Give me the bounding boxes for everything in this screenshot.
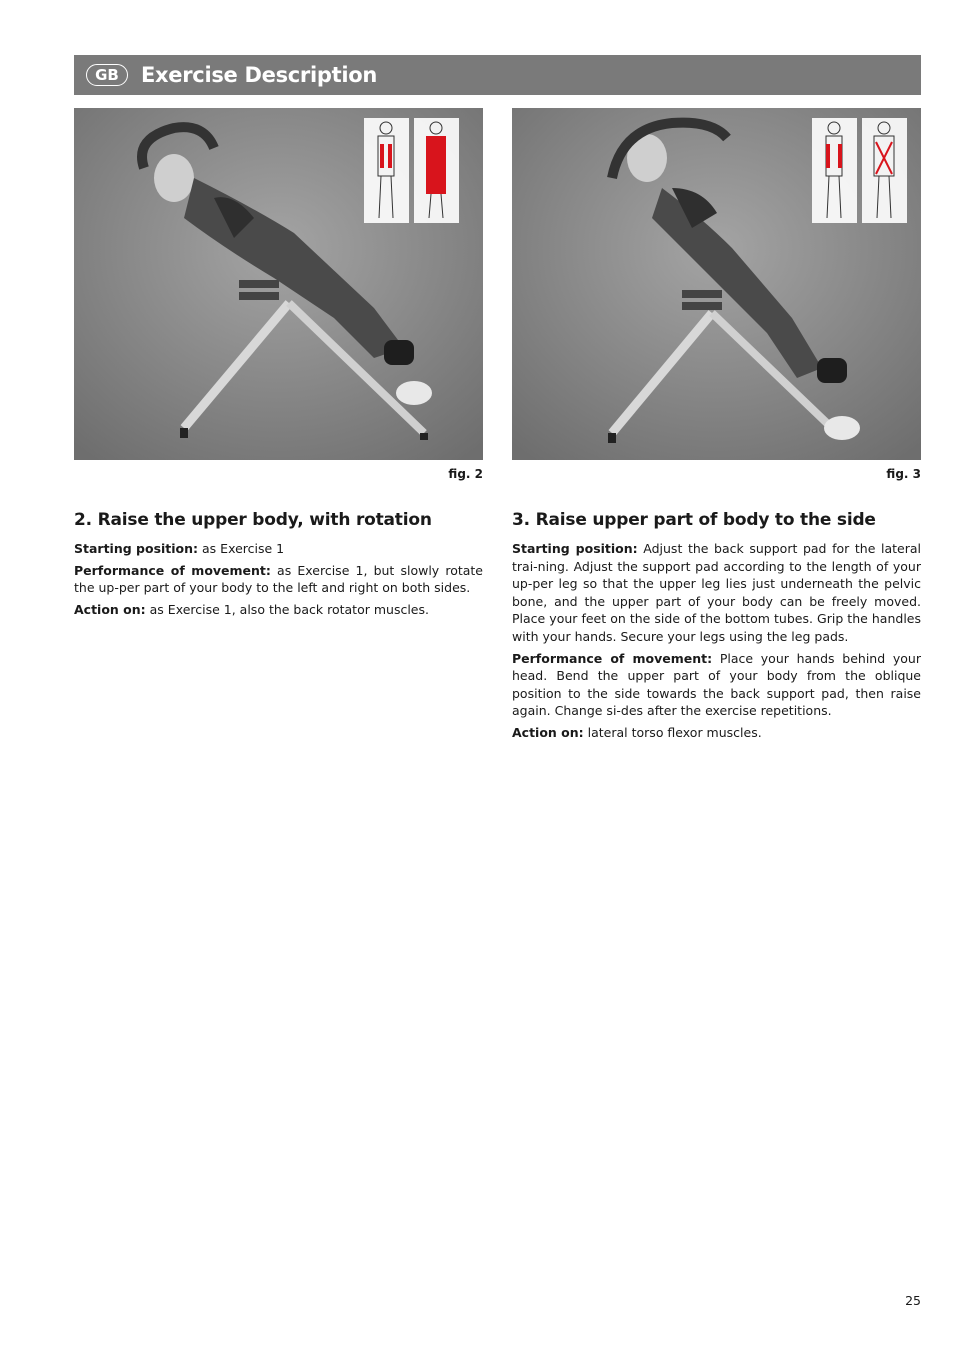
language-badge: GB	[86, 64, 128, 86]
paragraph-performance: Performance of movement: as Exercise 1, but slowly rotate the up-per part of your body to the left and right on both sides.	[74, 562, 483, 596]
section-heading: 3. Raise upper part of body to the side	[512, 510, 876, 530]
paragraph-starting-position: Starting position: as Exercise 1	[74, 541, 285, 556]
page-number: 25	[905, 1293, 921, 1308]
figure-caption: fig. 2	[448, 467, 483, 481]
exercise-photo-fig3	[512, 108, 921, 460]
exercise-section-3	[512, 510, 921, 746]
section-heading: 2. Raise the upper body, with rotation	[74, 510, 432, 530]
exercise-photo-fig2	[74, 108, 483, 460]
paragraph-action-on: Action on: lateral torso flexor muscles.	[512, 724, 762, 740]
exercise-section-2	[74, 510, 483, 622]
section-header	[74, 55, 921, 95]
figure-caption: fig. 3	[886, 467, 921, 481]
paragraph-starting-position: Starting position: Adjust the back support pad for the lateral trai-ning. Adjust the support pad according to the length of your up-per leg so that the upper leg lies just underneath the pelvic bone, and the upper part of your body can be freely moved. Place your feet on the side of the bottom tubes. Grip the handles with your hands. Secure your legs using the leg pads.	[512, 541, 921, 644]
page-title: Exercise Description	[141, 63, 378, 87]
paragraph-action-on: Action on: as Exercise 1, also the back rotator muscles.	[74, 601, 429, 617]
paragraph-performance: Performance of movement: Place your hands behind your head. Bend the upper part of your body from the oblique position to the side towards the back support pad, then raise again. Change si-des after the exercise repetitions.	[512, 650, 921, 719]
